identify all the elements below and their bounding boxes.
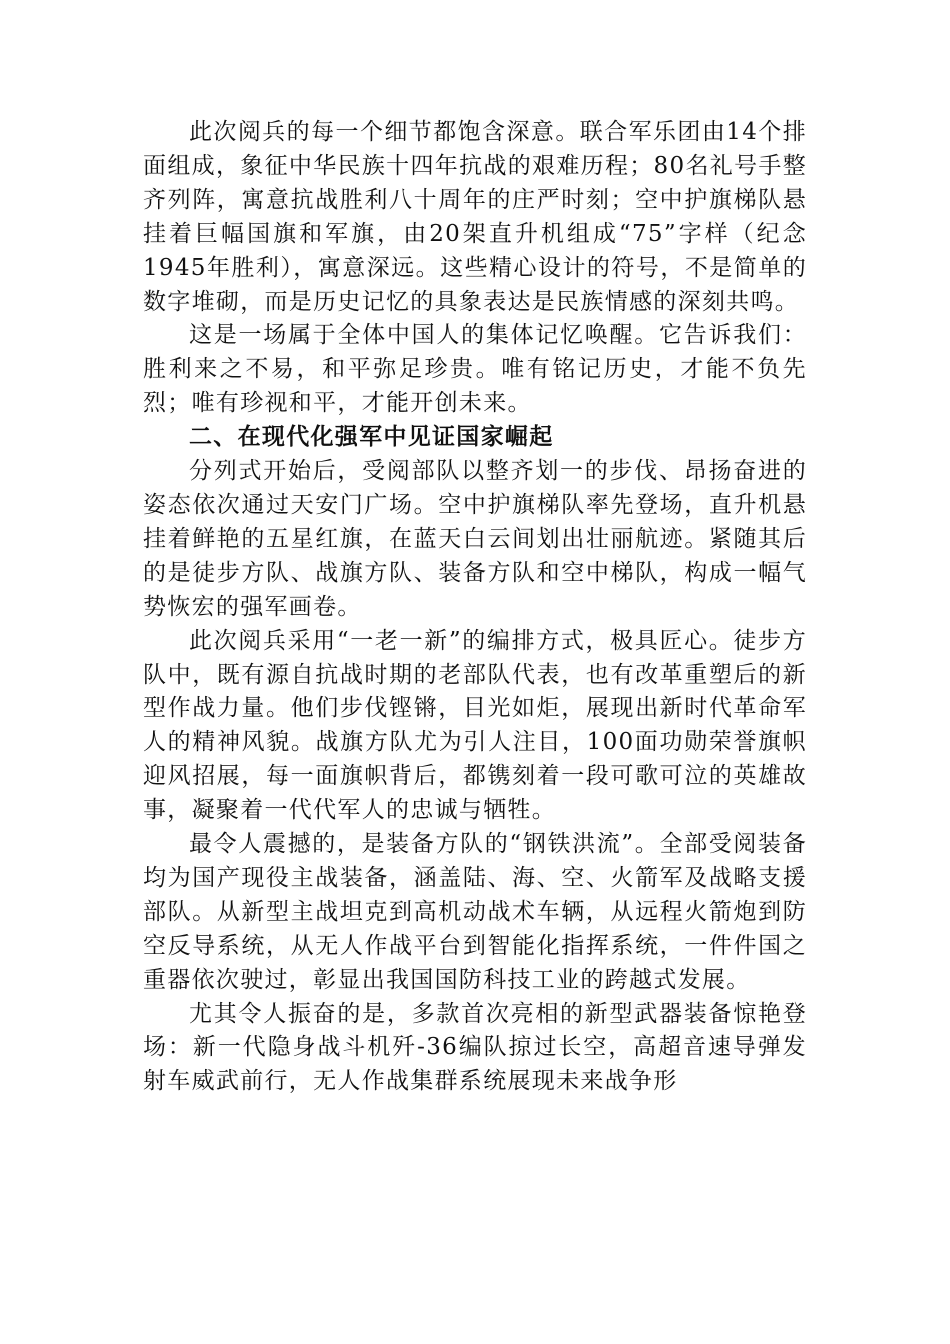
paragraph-collective-memory: 这是一场属于全体中国人的集体记忆唤醒。它告诉我们：胜利来之不易，和平弥足珍贵。唯有铭记历史，才能不负先烈；唯有珍视和平，才能开创未来。 <box>143 322 807 417</box>
section-heading: 二、在现代化强军中见证国家崛起 <box>189 424 554 451</box>
paragraph-parade-symbolism: 此次阅兵的每一个细节都饱含深意。联合军乐团由14个排面组成，象征中华民族十四年抗战的艰难历程；80名礼号手整齐列阵，寓意抗战胜利八十周年的庄严时刻；空中护旗梯队悬挂着巨幅国旗和军旗，由20架直升机组成“75”字样（纪念1945年胜利），寓意深远。这些精心设计的符号，不是简单的数字堆砌，而是历史记忆的具象表达是民族情感的深刻共鸣。 <box>143 119 807 315</box>
document-body <box>143 116 807 1099</box>
paragraph-march-past: 分列式开始后，受阅部队以整齐划一的步伐、昂扬奋进的姿态依次通过天安门广场。空中护旗梯队率先登场，直升机悬挂着鲜艳的五星红旗，在蓝天白云间划出壮丽航迹。紧随其后的是徒步方队、战旗方队、装备方队和空中梯队，构成一幅气势恢宏的强军画卷。 <box>143 458 807 620</box>
paragraph-new-weapons: 尤其令人振奋的是，多款首次亮相的新型武器装备惊艳登场：新一代隐身战斗机歼-36编队掠过长空，高超音速导弹发射车威武前行，无人作战集群系统展现未来战争形 <box>143 1000 807 1095</box>
paragraph-equipment-formations: 最令人震撼的，是装备方队的“钢铁洪流”。全部受阅装备均为国产现役主战装备，涵盖陆、海、空、火箭军及战略支援部队。从新型主战坦克到高机动战术车辆，从远程火箭炮到防空反导系统，从无人作战平台到智能化指挥系统，一件件国之重器依次驶过，彰显出我国国防科技工业的跨越式发展。 <box>143 831 807 993</box>
paragraph-old-and-new: 此次阅兵采用“一老一新”的编排方式，极具匠心。徒步方队中，既有源自抗战时期的老部队代表，也有改革重塑后的新型作战力量。他们步伐铿锵，目光如炬，展现出新时代革命军人的精神风貌。战旗方队尤为引人注目，100面功勋荣誉旗帜迎风招展，每一面旗帜背后，都镌刻着一段可歌可泣的英雄故事，凝聚着一代代军人的忠诚与牺牲。 <box>143 627 807 824</box>
